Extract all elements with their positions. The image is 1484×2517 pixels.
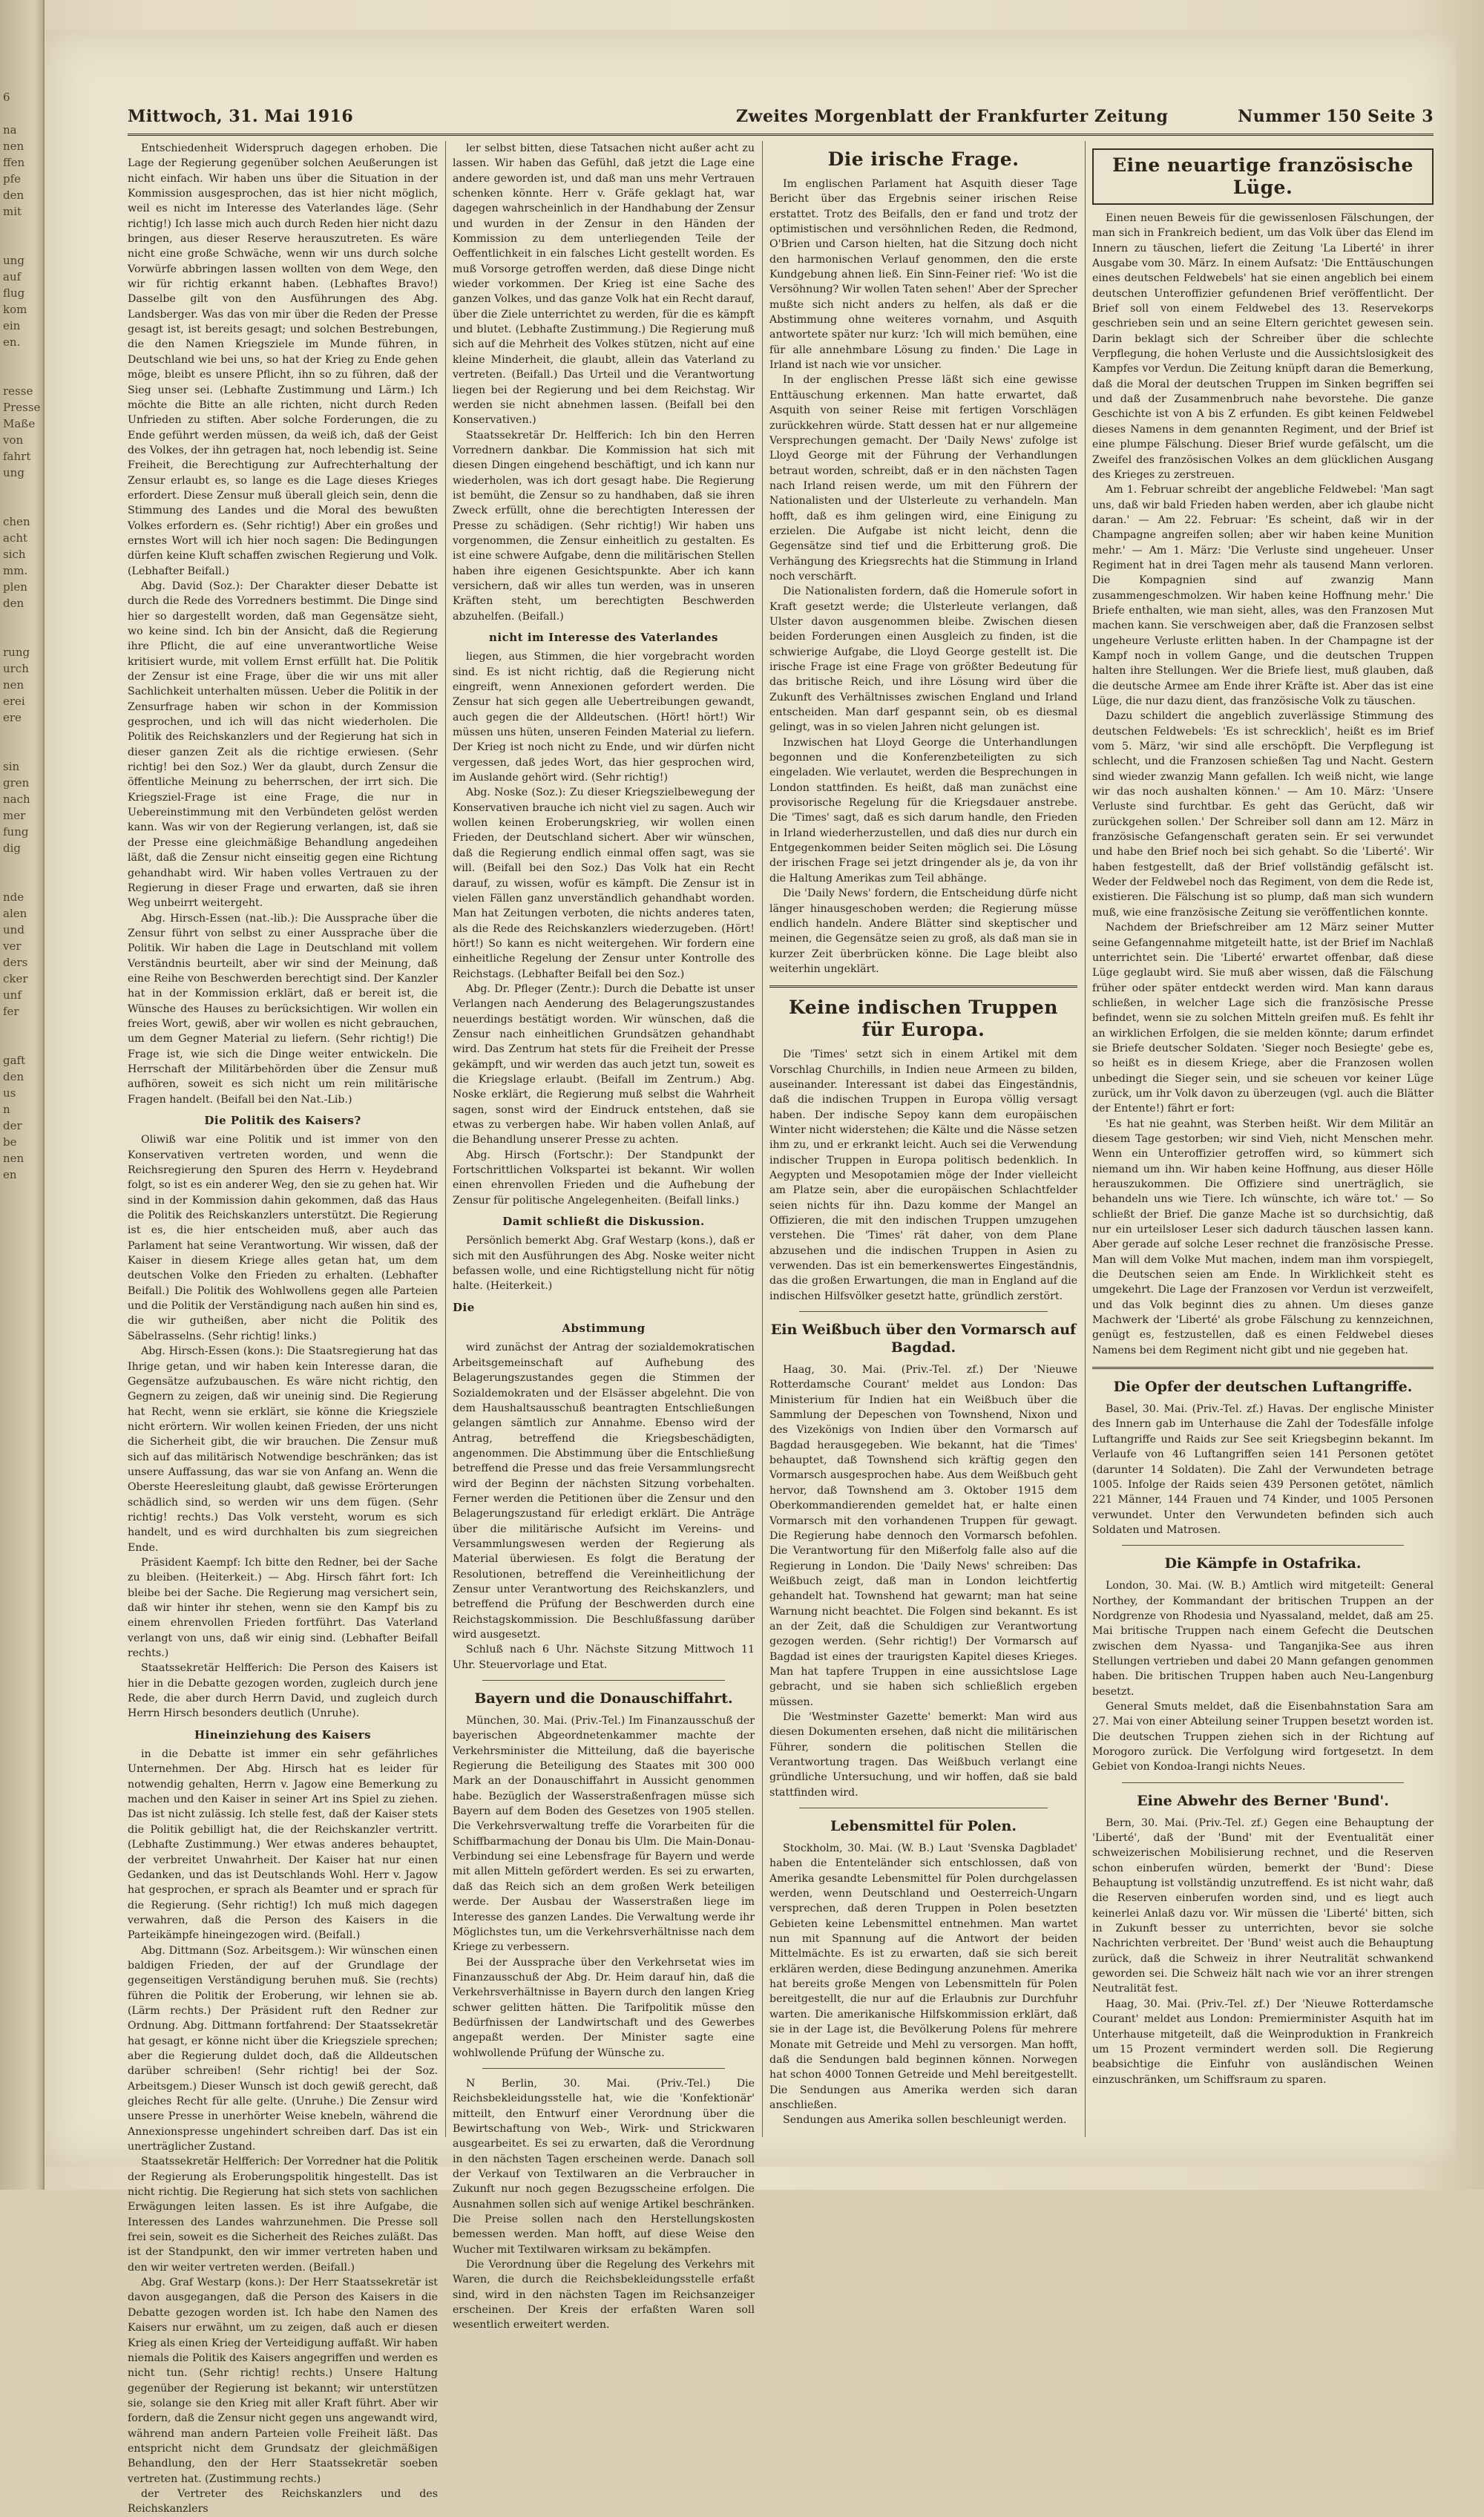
paragraph: Abg. Hirsch-Essen (kons.): Die Staatsregierung hat das Ihrige getan, und wir haben kein Interesse daran, die Gegensätze aufzubauschen. Es wäre nicht richtig, den Gegnern zu zeigen, daß wir uneinig sind. Die Regierung hat Recht, wenn sie erklärt, sie könne die Kriegsziele nicht erörtern. Wir wollen keinen Frieden, der uns nicht die Sicherheit gibt, die wir brauchen. Die Zensur muß sich auf das militärisch Notwendige beschränken; das ist unsere Auffassung, das war sie von Anfang an. Wenn die Oberste Heeresleitung glaubt, daß gewisse Erörterungen schädlich sind, so werden wir uns dem fügen. (Sehr richtig! rechts.) Das Volk versteht, worum es sich handelt, und es wird durchhalten bis zum siegreichen Ende.: [128, 1345, 438, 1554]
divider: [1092, 1367, 1434, 1369]
article-heading: Eine Abwehr des Berner 'Bund'.: [1137, 1792, 1389, 1809]
header-date: Mittwoch, 31. Mai 1916: [128, 107, 354, 126]
adjacent-page-fragments: 6 na nen ffen pfe den mit ung auf flug kom ein en. resse Presse Maße von fahrt ung chen acht sich mm. plen den rung urch nen erei ere sin gren nach mer fung dig nde alen und ver ders cker unf fer gaft den us n der be nen en: [3, 91, 41, 1181]
article-heading: Keine indischen Truppen für Europa.: [789, 997, 1058, 1041]
column-rule: [445, 141, 446, 2137]
divider: [482, 2068, 725, 2069]
article-heading: Die irische Frage.: [827, 148, 1020, 170]
paragraph: 'Es hat nie geahnt, was Sterben heißt. Wir dem Militär an diesem Tage gestorben; wir sind Vieh, nicht Menschen mehr. Wenn ein Unteroffizier getroffen wird, so kümmert sich niemand um ihn. Wir haben keine Hoffnung, aus dieser Hölle herauszukommen. Die Offiziere sind unerträglich, sie behandeln uns wie Tiere. Ich wünschte, ich wäre tot.' — So schließt der Brief. Die ganze Mache ist so durchsichtig, daß nur ein urteilsloser Leser sich dadurch täuschen lassen kann. Aber gerade auf solche Leser rechnet die französische Presse. Man will dem Volke Mut machen, indem man ihm vorspiegelt, die Deutschen seien am Ende. In Wirklichkeit steht es umgekehrt. Die Lage der Franzosen vor Verdun ist verzweifelt, und das Volk beginnt dies zu ahnen. Um dieses ganze Machwerk der 'Liberté' als grobe Fälschung zu kennzeichnen, genügt es, festzustellen, daß es einen Feldwebel dieses Namens bei dem Regiment nicht gibt und nie gegeben hat.: [1092, 1118, 1434, 1356]
paragraph: Präsident Kaempf: Ich bitte den Redner, bei der Sache zu bleiben. (Heiterkeit.) — Abg. Hirsch fährt fort: Ich bleibe bei der Sache. Die Regierung mag versichert sein, daß wir hinter ihr stehen, wenn sie den Kampf bis zu einem ehrenvollen Frieden fortführt. Das Vaterland verlangt von uns, daß wir einig sind. (Lebhafter Beifall rechts.): [128, 1556, 438, 1660]
paragraph: Sendungen aus Amerika sollen beschleunigt werden.: [783, 2114, 1067, 2127]
adjacent-page-edge: [0, 0, 45, 2190]
page-header: [128, 104, 1434, 136]
paragraph: in die Debatte ist immer ein sehr gefährliches Unternehmen. Der Abg. Hirsch hat es leider für notwendig gehalten, Herrn v. Jagow eine Bemerkung zu machen und den Kaiser in seiner Art ins Spiel zu ziehen. Das ist nicht zulässig. Ich stelle fest, daß der Kaiser stets die Politik gebilligt hat, die der Reichskanzler vertritt. (Lebhafte Zustimmung.) Wer etwas anderes behauptet, der verbreitet Unwahrheit. Der Kaiser hat nur einen Gedanken, und das ist Deutschlands Wohl. Herr v. Jagow hat gesprochen, er sprach als Beamter und er sprach für die Regierung. (Sehr richtig!) Ich muß mich dagegen verwahren, daß die Person des Kaisers in die Parteikämpfe hineingezogen wird. (Beifall.): [128, 1748, 438, 1942]
newspaper-page: [46, 30, 1456, 2516]
paragraph: Abg. Noske (Soz.): Zu dieser Kriegszielbewegung der Konservativen brauche ich nicht viel zu sagen. Auch wir wollen keinen Eroberungskrieg, wir wollen einen Frieden, der Deutschland sichert. Aber wir wünschen, daß die Regierung endlich einmal offen sagt, was sie will. (Beifall bei den Soz.) Das Volk hat ein Recht darauf, zu wissen, wofür es kämpft. Die Zensur ist in vielen Fällen ganz unverständlich gehandhabt worden. Man hat Zeitungen verboten, die nichts anderes taten, als die Rede des Reichskanzlers wiederzugeben. (Hört! hört!) So kann es nicht weitergehen. Wir fordern eine einheitliche Regelung der Zensur unter Kontrolle des Reichstags. (Lebhafter Beifall bei den Soz.): [453, 787, 755, 980]
paragraph: London, 30. Mai. (W. B.) Amtlich wird mitgeteilt: General Northey, der Kommandant der britischen Truppen an der Nordgrenze von Rhodesia und Nyassaland, meldet, daß am 25. Mai britische Truppen nach einem Gefecht die Deutschen zwischen dem Nyassa- und Tanganjika-See aus ihren Stellungen vertrieben und dabei 20 Mann gefangen genommen haben. Die britischen Truppen haben auch Neu-Langenburg besetzt.: [1092, 1580, 1434, 1698]
paragraph: Dazu schildert die angeblich zuverlässige Stimmung des deutschen Feldwebels: 'Es ist schrecklich', heißt es im Brief vom 5. März, 'wir sind alle erschöpft. Die Verpflegung ist schlecht, und die Franzosen schießen Tag und Nacht. Gestern sind wieder zwanzig Mann gefallen. Ich weiß nicht, wie lange wir das noch aushalten können.' — Am 10. März: 'Unsere Verluste sind furchtbar. Es geht das Gerücht, daß wir zurückgehen sollen.' Der Schreiber soll dann am 12. März in französische Gefangenschaft geraten sein. Er sei verwundet und habe den Brief noch bei sich gehabt. So die 'Liberté'. Wir haben festgestellt, daß der Brief vollständig gefälscht ist. Weder der Feldwebel noch das Regiment, von dem die Rede ist, existieren. Die Fälschung ist so plump, daß man sich wundern muß, wie eine französische Zeitung sie veröffentlichen konnte.: [1092, 710, 1434, 919]
subheading: Die Politik des Kaisers?: [204, 1114, 361, 1127]
article-heading: Ein Weißbuch über den Vormarsch auf Bagdad.: [770, 1322, 1077, 1356]
paragraph: General Smuts meldet, daß die Eisenbahnstation Sara am 27. Mai von einer Abteilung seiner Truppen besetzt worden ist. Die deutschen Truppen ziehen sich in der Richtung auf Morogoro zurück. Die Verfolgung wird fortgesetzt. In dem Gebiet von Kondoa-Irangi nichts Neues.: [1092, 1700, 1434, 1773]
divider: [1122, 1545, 1404, 1546]
paragraph: Die 'Westminster Gazette' bemerkt: Man wird aus diesen Dokumenten ersehen, daß nicht die militärischen Führer, sondern die politischen Stellen die Verantwortung tragen. Das Weißbuch verlangt eine gründliche Untersuchung, und wir hoffen, daß sie bald stattfinden wird.: [769, 1710, 1077, 1799]
divider: [799, 1311, 1048, 1312]
paragraph: Abg. Hirsch-Essen (nat.-lib.): Die Aussprache über die Zensur führt von selbst zu einer Aussprache über die Politik. Wir haben die Lage in Deutschland mit vollem Verständnis beurteilt, aber wir sind der Meinung, daß eine Reihe von Beschwerden berechtigt sind. Der Kanzler hat in der Kommission erklärt, daß er bereit ist, die Wünsche des Hauses zu berücksichtigen. Wir wollen ein freies Wort, gewiß, aber wir wollen es nicht gebrauchen, um dem Gegner Material zu liefern. (Sehr richtig!) Die Frage ist, wie sich die Dinge weiter entwickeln. Die Herrschaft der Militärbehörden über die Zensur muß aufhören, soweit es sich nicht um rein militärische Fragen handelt. (Beifall bei den Nat.-Lib.): [128, 912, 438, 1106]
column-1: [128, 141, 438, 2516]
divider: [769, 985, 1077, 988]
subheading: nicht im Interesse des Vaterlandes: [489, 631, 718, 644]
paragraph: Am 1. Februar schreibt der angebliche Feldwebel: 'Man sagt uns, daß wir bald Frieden haben werden, aber ich glaube nicht daran.' — Am 22. Februar: 'Es scheint, daß wir in der Champagne angreifen sollen; aber wir haben keine Munition mehr.' — Am 1. März: 'Die Verluste sind ungeheuer. Unser Regiment hat in drei Tagen mehr als tausend Mann verloren. Die Kompagnien sind auf zwanzig Mann zusammengeschmolzen. Wir haben keine Hoffnung mehr.' Die Briefe enthalten, wie man sieht, alles, was den Franzosen Mut machen kann. Sie verschweigen aber, daß die Franzosen selbst ungeheure Verluste erlitten haben. In der Champagne ist der Kampf noch in vollem Gange, und die deutschen Truppen halten ihre Stellungen. Wer die Briefe liest, muß glauben, daß die deutsche Armee am Ende ihrer Kräfte ist. Aber das ist eine Lüge, die nur dazu dient, das französische Volk zu täuschen.: [1092, 484, 1434, 707]
paragraph: der Vertreter des Reichskanzlers und des Reichskanzlers: [128, 2487, 438, 2516]
divider: [1122, 1782, 1404, 1783]
paragraph: Entschiedenheit Widerspruch dagegen erhoben. Die Lage der Regierung gegenüber solchen Aeußerungen ist nicht einfach. Wir haben uns über die Situation in der Kommission ausgesprochen, das ist hier nicht möglich, weil es nicht im Interesse des Vaterlandes läge. (Sehr richtig!) Ich lasse mich auch durch Reden hier nicht dazu bringen, aus dieser Reserve herauszutreten. Es wäre nicht eine große Schwäche, wenn wir uns durch solche Vorwürfe abbringen lassen wollten von dem Wege, den wir für richtig erkannt haben. (Lebhaftes Bravo!) Dasselbe gilt von den Ausführungen des Abg. Landsberger. Was das von mir über die Reden der Presse gesagt ist, ist bereits gesagt; und solchen Bestrebungen, die den Namen Kriegsziele im Munde führen, in Deutschland wie bei uns, so hat der Krieg zu Ende gehen möge, bleibt es unsere Pflicht, ihn so zu führen, daß der Sieg unser sei. (Lebhafte Zustimmung und Lärm.) Ich möchte die Bitte an alle richten, nicht durch Reden Unfrieden zu stiften. Aber solche Forderungen, die zu Ende geführt werden müssen, da weiß ich, daß der Geist des Volkes, der ihn getragen hat, noch lebendig ist. Seine Freiheit, die Berechtigung zur Aufrechterhaltung der Zensur erlaubt es, so lange es die Lage dieses Krieges erfordert. Diese Zensur muß überall gleich sein, denn die Stimmung des Landes und die Moral des bewußten Volkes erfordern es. (Sehr richtig!) Aber ein großes und ernstes Wort will ich hier noch sagen: Die Bedingungen dürfen keine Kluft schaffen zwischen Regierung und Volk. (Lebhafter Beifall.): [128, 142, 438, 577]
column-3: [769, 141, 1077, 2137]
paragraph: Stockholm, 30. Mai. (W. B.) Laut 'Svenska Dagbladet' haben die Ententeländer sich entschlossen, daß von Amerika gesandte Lebensmittel für Polen durchgelassen werden, wenn Deutschland und Oesterreich-Ungarn versprechen, daß deren Truppen in Polen besetzten Gebieten keine Lebensmittel entnehmen. Man wartet nun mit Spannung auf die Antwort der beiden Mittelmächte. Es ist zu erwarten, daß sie sich bereit erklären werden, diese Bedingung anzunehmen. Amerika hat bereits große Mengen von Lebensmitteln für Polen bereitgestellt, die nur auf die Erlaubnis zur Durchfuhr warten. Die amerikanische Hilfskommission erklärt, daß sie in der Lage ist, die Bevölkerung Polens für mehrere Monate mit Getreide und Mehl zu versorgen. Man hofft, daß die Sendungen bald beginnen können. Norwegen hat schon 4000 Tonnen Getreide und Mehl bereitgestellt. Die Sendungen aus Amerika werden sich daran anschließen.: [769, 1842, 1077, 2111]
paragraph: Schluß nach 6 Uhr. Nächste Sitzung Mittwoch 11 Uhr. Steuervorlage und Etat.: [453, 1644, 755, 1671]
article-heading: Eine neuartige französische Lüge.: [1092, 148, 1434, 205]
paragraph: Nachdem der Briefschreiber am 12 März seiner Mutter seine Gefangennahme mitgeteilt hatte, ist der Brief im Nachlaß unterrichtet sein. Die 'Liberté' erwartet offenbar, daß diese Lüge geglaubt wird. Sie muß aber wissen, daß die Fälschung früher oder später entdeckt werden wird. Man kann daraus schließen, in welcher Lage sich die französische Presse befindet, wenn sie zu solchen Mitteln greifen muß. Es fehlt ihr an wirklichen Erfolgen, die sie melden könnte; darum erfindet sie Briefe deutscher Soldaten. 'Sieger noch Besiegte' gebe es, so heißt es in diesem Kriege, aber die Franzosen wollen unbedingt die Sieger sein, und sie scheuen vor keiner Lüge zurück, um ihr Volk davon zu überzeugen (vgl. auch die Blätter der Entente!) fährt er fort:: [1092, 922, 1434, 1115]
paragraph: Oliwiß war eine Politik und ist immer von den Konservativen vertreten worden, und wenn die Reichsregierung den Spuren des Herrn v. Heydebrand folgt, so ist es ein anderer Weg, den sie zu gehen hat. Wir sind in der Kommission dahin gekommen, daß das Haus die Politik des Reichskanzlers unterstützt. Die Regierung ist es, die hier entscheiden muß, aber auch das Parlament hat seine Verantwortung. Wir wissen, daß der Kaiser in diesem Kriege alles getan hat, um dem deutschen Volke den Frieden zu erhalten. (Lebhafter Beifall.) Die Politik des Wohlwollens gegen alle Parteien und die Politik der Verständigung nach außen hin sind es, die wir gutheißen, aber nicht die Politik des Säbelrasselns. (Sehr richtig! links.): [128, 1134, 438, 1342]
paragraph: Bei der Aussprache über den Verkehrsetat wies im Finanzausschuß der Abg. Dr. Heim darauf hin, daß die Verkehrsverhältnisse in Bayern durch den langen Krieg schwer gelitten hätten. Die Tarifpolitik müsse den Bedürfnissen der Landwirtschaft und des Gewerbes angepaßt werden. Der Minister sagte eine wohlwollende Prüfung der Wünsche zu.: [453, 1956, 755, 2059]
article-heading: Die Kämpfe in Ostafrika.: [1164, 1555, 1362, 1572]
paragraph: Persönlich bemerkt Abg. Graf Westarp (kons.), daß er sich mit den Ausführungen des Abg. Noske weiter nicht befassen wolle, und eine Richtigstellung nicht für nötig halte. (Heiterkeit.): [453, 1235, 755, 1293]
column-2: [453, 141, 755, 2331]
paragraph: Die Nationalisten fordern, daß die Homerule sofort in Kraft gesetzt werde; die Ulsterleute verlangen, daß Ulster davon ausgenommen bleibe. Zwischen diesen beiden Forderungen einen Ausgleich zu finden, ist die schwierige Aufgabe, die Lloyd George gestellt ist. Die irische Frage ist eine Frage von größter Bedeutung für das britische Reich, und ihre Lösung wird über die Zukunft des Verhältnisses zwischen England und Irland entscheiden. Man darf gespannt sein, ob es diesmal gelingt, was in so vielen Jahren nicht gelungen ist.: [769, 585, 1077, 734]
paragraph: Basel, 30. Mai. (Priv.-Tel. zf.) Havas. Der englische Minister des Innern gab im Unterhause die Zahl der Todesfälle infolge Luftangriffe und Raids zur See seit Kriegsbeginn bekannt. Im Verlaufe von 46 Luftangriffen seien 141 Personen getötet (darunter 14 Soldaten). Die Zahl der Verwundeten betrage 1005. Infolge der Raids seien 439 Personen getötet, nämlich 221 Männer, 144 Frauen und 74 Kinder, und 1005 Personen verwundet. Unter den Verwundeten befinden sich auch Soldaten und Matrosen.: [1092, 1403, 1434, 1536]
column-4: [1092, 141, 1434, 2137]
subheading: Hineinziehung des Kaisers: [194, 1727, 372, 1742]
article-heading: Bayern und die Donauschiffahrt.: [474, 1690, 733, 1707]
label: Die: [453, 1300, 475, 1314]
header-edition: Zweites Morgenblatt der Frankfurter Zeitung: [736, 107, 1169, 126]
paragraph: Im englischen Parlament hat Asquith dieser Tage Bericht über das Ergebnis seiner irischen Reise erstattet. Trotz des Beifalls, den er fand und trotz der optimistischen und versöhnlichen Reden, die Redmond, O'Brien und Carson hielten, hat die Sitzung doch nicht den harmonischen Verlauf genommen, den die erste Kundgebung ahnen ließ. Ein Sinn-Feiner rief: 'Wo ist die Versöhnung? Wir wollen Taten sehen!' Aber der Sprecher mußte sich nicht anders zu helfen, als daß er die Abstimmung ohne weiteres vornahm, und Asquith antwortete später nur kurz: 'Ich will mich bemühen, eine für alle annehmbare Lösung zu finden.' Die Lage in Irland ist nach wie vor unsicher.: [769, 178, 1077, 372]
article-heading: Lebensmittel für Polen.: [830, 1818, 1017, 1835]
paragraph: Abg. Dittmann (Soz. Arbeitsgem.): Wir wünschen einen baldigen Frieden, der auf der Grundlage der gegenseitigen Verständigung beruhen muß. Sie (rechts) führen die Politik der Eroberung, wir lehnen sie ab. (Lärm rechts.) Der Präsident ruft den Redner zur Ordnung. Abg. Dittmann fortfahrend: Der Staatssekretär hat gesagt, er könne nicht über die Kriegsziele sprechen; aber die Regierung duldet doch, daß die Alldeutschen darüber schreiben! (Sehr richtig! bei der Soz. Arbeitsgem.) Dieser Wunsch ist doch gewiß gerecht, daß gleiches Recht für alle gelte. (Unruhe.) Die Zensur wird unsere Presse in unerhörter Weise knebeln, während die Annexionspresse ungehindert schreiben darf. Das ist ein unerträglicher Zustand.: [128, 1944, 438, 2153]
paragraph: Abg. Graf Westarp (kons.): Der Herr Staatssekretär ist davon ausgegangen, daß die Person des Kaisers in die Debatte gezogen worden ist. Ich habe den Namen des Kaisers nur erwähnt, um zu zeigen, daß auch er diesen Krieg als einen Krieg der Verteidigung auffaßt. Wir haben niemals die Politik des Kaisers angegriffen und werden es nicht tun. (Sehr richtig! rechts.) Unsere Haltung gegenüber der Regierung ist bekannt; wir unterstützen sie, solange sie den Krieg mit aller Kraft führt. Aber wir fordern, daß die Zensur nicht gegen uns angewandt wird, während man andern Parteien volle Freiheit läßt. Das entspricht nicht dem Grundsatz der gleichmäßigen Behandlung, den der Herr Staatssekretär soeben vertreten hat. (Zustimmung rechts.): [128, 2277, 438, 2485]
column-rule: [762, 141, 763, 2137]
paragraph: liegen, aus Stimmen, die hier vorgebracht worden sind. Es ist nicht richtig, daß die Regierung nicht eingreift, wenn Annexionen gefordert werden. Die Zensur hat sich gegen alle Uebertreibungen gewandt, auch gegen die der Alldeutschen. (Hört! hört!) Wir müssen uns hüten, unseren Feinden Material zu liefern. Der Krieg ist noch nicht zu Ende, und wir dürfen nicht vergessen, daß jedes Wort, das hier gesprochen wird, im Auslande gehört wird. (Sehr richtig!): [453, 651, 755, 784]
paragraph: In der englischen Presse läßt sich eine gewisse Enttäuschung erkennen. Man hatte erwartet, daß Asquith von seiner Reise mit fertigen Vorschlägen zurückkehren würde. Statt dessen hat er nur allgemeine Versprechungen gemacht. Der 'Daily News' zufolge ist Lloyd George mit der Führung der Verhandlungen betraut worden, schreibt, daß er in den nächsten Tagen nach Irland reisen werde, um mit den Führern der Nationalisten und der Ulsterleute zu verhandeln. Man hofft, daß es ihm gelingen wird, eine Einigung zu erzielen. Die Aufgabe ist nicht leicht, denn die Gegensätze sind tief und die Erbitterung groß. Die Verhängung des Kriegsrechts hat die Stimmung in Irland noch verschärft.: [769, 374, 1077, 583]
divider: [482, 1680, 725, 1681]
paragraph: Die 'Times' setzt sich in einem Artikel mit dem Vorschlag Churchills, in Indien neue Armeen zu bilden, auseinander. Interessant ist dabei das Eingeständnis, daß die indischen Truppen in Europa völlig versagt haben. Der indische Sepoy kann dem europäischen Winter nicht widerstehen; die Kälte und die Nässe setzen ihm zu, und er erkrankt leicht. Auch sei die Verwendung indischer Truppen in Europa politisch bedenklich. In Aegypten und Mesopotamien möge der Inder vielleicht am Platze sein, aber die europäischen Schlachtfelder seien nichts für ihn. Dazu komme der Mangel an Offizieren, die mit den indischen Truppen umzugehen verstehen. Die 'Times' rät daher, von dem Plane abzusehen und die indischen Truppen in Asien zu verwenden. Das ist ein bemerkenswertes Eingeständnis, das die großen Erwartungen, die man in England auf die indischen Hilfsvölker gesetzt hatte, gründlich zerstört.: [769, 1049, 1077, 1302]
paragraph: Staatssekretär Helfferich: Die Person des Kaisers ist hier in die Debatte gezogen worden, zugleich durch jene Rede, die aber durch Herrn David, und zugleich durch Herrn Hirsch besonders deutlich (Unruhe).: [128, 1662, 438, 1720]
paragraph: Haag, 30. Mai. (Priv.-Tel. zf.) Der 'Nieuwe Rotterdamsche Courant' meldet aus London: Premierminister Asquith hat im Unterhause mitgeteilt, daß die Weinproduktion in Frankreich um 15 Prozent vermindert werden soll. Die Regierung beabsichtige die Einfuhr von ausländischen Weinen einzuschränken, um Schiffsraum zu sparen.: [1092, 1998, 1434, 2086]
paragraph: Inzwischen hat Lloyd George die Unterhandlungen begonnen und die Konferenzbeteiligten zu sich eingeladen. Wie verlautet, werden die Besprechungen in London stattfinden. Es heißt, daß man zunächst eine provisorische Regelung für die Kriegsdauer anstrebe. Die 'Times' sagt, daß es sich darum handle, den Frieden in Irland wiederherzustellen, und daß dies nur durch ein Entgegenkommen beider Seiten möglich sei. Die Lösung der irischen Frage sei jetzt dringender als je, da von ihr die Haltung Amerikas zum Teil abhänge.: [769, 736, 1077, 885]
paragraph: Die 'Daily News' fordern, die Entscheidung dürfe nicht länger hinausgeschoben werden; die Regierung müsse endlich handeln. Andere Blätter sind skeptischer und meinen, die Gegensätze seien zu groß, als daß man sie in kurzer Zeit überbrücken könne. Die Lage bleibt also weiterhin ungeklärt.: [769, 887, 1077, 975]
column-rule: [1085, 141, 1086, 2137]
subheading: Damit schließt die Diskussion.: [502, 1215, 705, 1229]
subheading: Abstimmung: [562, 1322, 646, 1336]
paragraph: Bern, 30. Mai. (Priv.-Tel. zf.) Gegen eine Behauptung der 'Liberté', daß der 'Bund' mit der Eventualität einer schweizerischen Mobilisierung rechnet, und die Reserven schon einberufen würden, bemerkt der 'Bund': Diese Behauptung ist vollständig unzutreffend. Es ist nicht wahr, daß die Reserven einberufen worden sind, und es liegt auch keinerlei Anlaß dazu vor. Wir müssen die 'Liberté' bitten, sich in Zukunft besser zu unterrichten, bevor sie solche Nachrichten verbreitet. Der 'Bund' weist auch die Behauptung zurück, daß die Schweiz in ihrer Neutralität schwankend geworden sei. Die Schweiz hält nach wie vor an ihrer strengen Neutralität fest.: [1092, 1817, 1434, 1995]
paragraph: Abg. David (Soz.): Der Charakter dieser Debatte ist durch die Rede des Vorredners bestimmt. Die Dinge sind hier so dargestellt worden, daß man Gegensätze sieht, wo keine sind. Ich bin der Ansicht, daß die Regierung ihre Pflicht, die auf eine unverantwortliche Weise kritisiert wurde, mit vollem Ernst erfüllt hat. Die Politik der Zensur ist eine Frage, über die wir uns mit aller Sachlichkeit unterhalten müssen. Ueber die Politik in der Zensurfrage haben wir schon in der Kommission gesprochen, und ich will das nicht wiederholen. Die Politik des Reichskanzlers und der Regierung hat sich in dieser ganzen Zeit als die richtige erwiesen. (Sehr richtig! bei den Soz.) Wer da glaubt, durch Zensur die öffentliche Meinung zu beherrschen, der irrt sich. Die Kriegsziel-Frage ist eine Frage, die nur in Uebereinstimmung mit den Verbündeten gelöst werden kann. Was wir von der Regierung verlangen, ist, daß sie der Presse eine gleichmäßige Behandlung angedeihen läßt, daß die Zensur nicht einseitig gegen eine Richtung gehandhabt wird. Wir haben volles Vertrauen zu der Regierung in dieser Frage und erwarten, daß sie ihren Weg unbeirrt weitergeht.: [128, 580, 438, 910]
paragraph: Abg. Dr. Pfleger (Zentr.): Durch die Debatte ist unser Verlangen nach Aenderung des Belagerungszustandes neuerdings bestätigt worden. Wir wünschen, daß die Zensur nach einheitlichen Grundsätzen gehandhabt wird. Das Zentrum hat stets für die Freiheit der Presse gekämpft, und wir werden das auch jetzt tun, soweit es die Kriegslage erlaubt. (Beifall im Zentrum.) Abg. Noske erklärt, die Regierung muß selbst die Wahrheit sagen, sonst wird der Eindruck entstehen, daß sie etwas zu verbergen habe. Wir haben vollen Anlaß, auf die Behandlung unserer Presse zu achten.: [453, 982, 755, 1146]
article-heading: Die Opfer der deutschen Luftangriffe.: [1113, 1379, 1413, 1396]
paragraph: Staatssekretär Dr. Helfferich: Ich bin den Herren Vorrednern dankbar. Die Kommission hat sich mit diesen Dingen eingehend beschäftigt, und ich kann nur wiederholen, was ich dort gesagt habe. Die Regierung ist bemüht, die Zensur so zu handhaben, daß sie ihren Zweck erfüllt, ohne die berechtigten Interessen der Presse zu schädigen. (Sehr richtig!) Wir haben uns vorgenommen, die Zensur einheitlich zu gestalten. Es ist eine schwere Aufgabe, denn die militärischen Stellen haben ihre eigenen Gesichtspunkte. Aber ich kann versichern, daß wir alles tun werden, was in unseren Kräften steht, um berechtigten Beschwerden abzuhelfen. (Beifall.): [453, 429, 755, 623]
paragraph: München, 30. Mai. (Priv.-Tel.) Im Finanzausschuß der bayerischen Abgeordnetenkammer machte der Verkehrsminister die Mitteilung, daß die bayerische Regierung die Beteiligung des Staates mit 300 000 Mark an der Donauschiffahrt in Aussicht genommen habe. Bezüglich der Wasserstraßenfragen müsse sich Bayern auf dem Boden des Gesetzes von 1905 stellen. Die Verkehrsverwaltung treffe die Vorarbeiten für die Schiffbarmachung der Donau bis Ulm. Die Main-Donau-Verbindung sei eine Lebensfrage für Bayern und werde mit allen Mitteln gefördert werden. Es sei zu erwarten, daß das Reich sich an dem großen Werk beteiligen werde. Der Ausbau der Wasserstraßen liege im Interesse des ganzen Landes. Die Verwaltung werde ihr Möglichstes tun, um die Verkehrsverhältnisse nach dem Kriege zu verbessern.: [453, 1715, 755, 1954]
paragraph: Einen neuen Beweis für die gewissenlosen Fälschungen, der man sich in Frankreich bedient, um das Volk über das Elend im Innern zu täuschen, liefert die Zeitung 'La Liberté' in ihrer Ausgabe vom 30. März. In einem Aufsatz: 'Die Enttäuschungen eines deutschen Feldwebels' hat sie einen angeblich bei einem deutschen Unteroffizier gefundenen Brief veröffentlicht. Der Brief soll von einem Feldwebel des 13. Reservekorps geschrieben sein und an seine Eltern gerichtet gewesen sein. Darin beklagt sich der Schreiber über die schlechte Verpflegung, die hohen Verluste und die Aussichtslosigkeit des Kampfes vor Verdun. Die Zeitung knüpft daran die Bemerkung, daß die Moral der deutschen Truppen im Sinken begriffen sei und daß der Zusammenbruch nahe bevorstehe. Die ganze Geschichte ist von A bis Z erfunden. Es gibt keinen Feldwebel dieses Namens in dem genannten Regiment, und der Brief ist eine plumpe Fälschung. Dieser Brief wurde gefälscht, um die Zweifel des französischen Volkes an dem glücklichen Ausgang des Krieges zu zerstreuen.: [1092, 212, 1434, 481]
paragraph: ler selbst bitten, diese Tatsachen nicht außer acht zu lassen. Wir haben das Gefühl, daß jetzt die Lage eine andere geworden ist, und daß man uns mehr Vertrauen schenken könnte. Herr v. Gräfe geklagt hat, war dagegen wahrscheinlich in der Handhabung der Zensur und wurden in der Zensur in den Händen der Kommission zu dem unterliegenden Teile der Oeffentlichkeit in ein falsches Licht gestellt worden. Es muß Vorsorge getroffen werden, daß diese Dinge nicht wieder vorkommen. Der Krieg ist eine Sache des ganzen Volkes, und das ganze Volk hat ein Recht darauf, über die Ziele unterrichtet zu werden, für die es kämpft und blutet. (Lebhafte Zustimmung.) Die Regierung muß sich auf die Mehrheit des Volkes stützen, nicht auf eine kleine Minderheit, die glaubt, allein das Vaterland zu vertreten. (Beifall.) Das Urteil und die Verantwortung liegen bei der Regierung und bei dem Reichstag. Wir werden sie nicht abnehmen lassen. (Beifall bei den Konservativen.): [453, 142, 755, 427]
paragraph: N Berlin, 30. Mai. (Priv.-Tel.) Die Reichsbekleidungsstelle hat, wie die 'Konfektionär' mitteilt, den Entwurf einer Verordnung über die Bewirtschaftung von Web-, Wirk- und Strickwaren ausgearbeitet. Es sei zu erwarten, daß die Verordnung in den nächsten Tagen erscheinen werde. Danach soll der Verkauf von Textilwaren an die Verbraucher in Zukunft nur noch gegen Bezugsscheine erfolgen. Die Ausnahmen sollen sich auf wenige Artikel beschränken. Die Preise sollen nach den Herstellungskosten bemessen werden. Man hofft, auf diese Weise den Wucher mit Textilwaren wirksam zu bekämpfen.: [453, 2077, 755, 2256]
paragraph: Abg. Hirsch (Fortschr.): Der Standpunkt der Fortschrittlichen Volkspartei ist bekannt. Wir wollen einen ehrenvollen Frieden und die Aufhebung der Zensur für politische Angelegenheiten. (Beifall links.): [453, 1149, 755, 1207]
paragraph: Staatssekretär Helfferich: Der Vorredner hat die Politik der Regierung als Eroberungspolitik hingestellt. Das ist nicht richtig. Die Regierung hat sich stets von sachlichen Erwägungen leiten lassen. Es ist ihre Aufgabe, die Interessen des Landes wahrzunehmen. Die Presse soll frei sein, soweit es die Sicherheit des Reiches zuläßt. Das ist der Standpunkt, den wir immer vertreten haben und den wir weiter vertreten werden. (Beifall.): [128, 2156, 438, 2274]
header-issue: Nummer 150 Seite 3: [1238, 107, 1434, 126]
paragraph: Haag, 30. Mai. (Priv.-Tel. zf.) Der 'Nieuwe Rotterdamsche Courant' meldet aus London: Das Ministerium für Indien hat ein Weißbuch über die Sammlung der Depeschen von Townshend, Nixon und des Vizekönigs von Indien über den Vormarsch auf Bagdad herausgegeben. Wie bekannt, hat die 'Times' behauptet, daß Townshend sich kräftig gegen den Vormarsch ausgesprochen habe. Aus dem Weißbuch geht hervor, daß Townshend am 3. Oktober 1915 dem Oberkommandierenden gemeldet hat, er halte einen Vormarsch mit den vorhandenen Truppen für gewagt. Die Regierung habe dennoch den Vormarsch befohlen. Die Verantwortung für den Mißerfolg falle also auf die Regierung in London. Die 'Daily News' schreiben: Das Weißbuch zeigt, daß man in London leichtfertig gehandelt hat. Townshend hat gewarnt; man hat seine Warnung nicht beachtet. Die Folgen sind bekannt. Es ist an der Zeit, daß die Schuldigen zur Verantwortung gezogen werden. (Sehr richtig!) Der Vormarsch auf Bagdad ist eines der traurigsten Kapitel dieses Krieges. Man hat tapfere Truppen in eine aussichtslose Lage gebracht, und sie haben sich schließlich ergeben müssen.: [769, 1364, 1077, 1708]
paragraph: wird zunächst der Antrag der sozialdemokratischen Arbeitsgemeinschaft auf Aufhebung des Belagerungszustandes gegen die Stimmen der Sozialdemokraten und der Elsässer abgelehnt. Die von dem Haushaltsausschuß beantragten Entschließungen gelangen sämtlich zur Annahme. Ebenso wird der Antrag, betreffend die Kriegsbeschädigten, angenommen. Die Abstimmung über die Entschließung betreffend die Presse und das freie Versammlungsrecht wird der Beginn der nächsten Sitzung vorbehalten. Ferner werden die Petitionen über die Zensur und den Belagerungszustand für erledigt erklärt. Die Anträge über die militärische Aufsicht im Vereins- und Versammlungswesen werden der Regierung als Material überwiesen. Es folgt die Beratung der Resolutionen, betreffend die Vereinheitlichung der Zensur unter Verantwortung des Reichskanzlers, und betreffend die Prüfung der Beschwerden durch eine Reichstagskommission. Die Beschlußfassung darüber wird ausgesetzt.: [453, 1342, 755, 1641]
paragraph: Die Verordnung über die Regelung des Verkehrs mit Waren, die durch die Reichsbekleidungsstelle erfaßt sind, wird in den nächsten Tagen im Reichsanzeiger erscheinen. Der Kreis der erfaßten Waren soll wesentlich erweitert werden.: [453, 2259, 755, 2331]
